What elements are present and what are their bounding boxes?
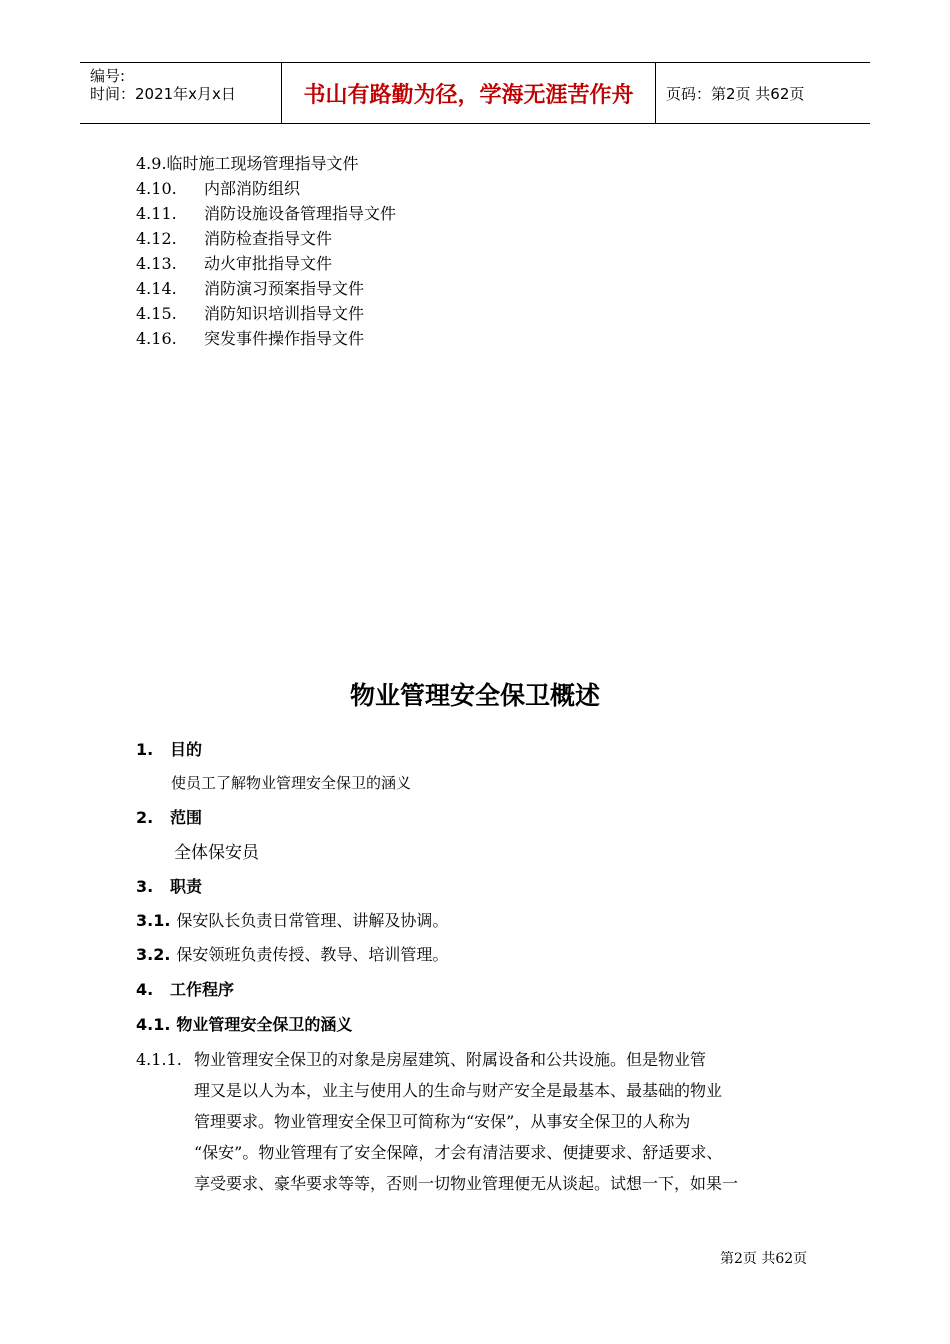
toc-item	[136, 251, 396, 276]
header-page-info: 页码：第2页 共62页	[666, 84, 805, 103]
toc-item-text: 突发事件操作指导文件	[204, 329, 365, 348]
section-procedure-heading	[136, 977, 234, 1000]
section-number: 3.	[136, 877, 154, 896]
section-number: 4.	[136, 980, 154, 999]
toc-item-text: 临时施工现场管理指导文件	[166, 154, 359, 173]
paragraph-line: 管理要求。物业管理安全保卫可简称为“安保”，从事安全保卫的人称为	[194, 1112, 691, 1131]
subsection-title: 物业管理安全保卫的涵义	[176, 1015, 353, 1034]
header-motto: 书山有路勤为径，学海无涯苦作舟	[282, 63, 656, 123]
header-number-label: 编号:	[90, 67, 126, 85]
toc-item	[136, 226, 396, 251]
header-time-label: 时间：2021年x月x日	[90, 85, 236, 103]
paragraph-line: 理又是以人为本，业主与使用人的生命与财产安全是最基本、最基础的物业	[194, 1081, 723, 1100]
section-title: 目的	[170, 740, 203, 759]
toc-item-text: 动火审批指导文件	[204, 254, 333, 273]
page-footer: 第2页 共62页	[720, 1251, 808, 1267]
toc-item-number: 4.15.	[136, 304, 177, 323]
section-number: 1.	[136, 740, 154, 759]
document-title: 物业管理安全保卫概述	[349, 681, 600, 710]
section-duties-heading	[136, 874, 202, 897]
toc-list	[136, 151, 396, 351]
section-scope-heading	[136, 805, 202, 828]
duty-item	[136, 942, 448, 965]
toc-item-text: 消防演习预案指导文件	[204, 279, 365, 298]
paragraph-number: 4.1.1.	[136, 1050, 182, 1069]
page-header	[80, 62, 870, 124]
toc-item	[136, 176, 396, 201]
duty-number: 3.2.	[136, 945, 171, 964]
toc-item	[136, 326, 396, 351]
section-scope-text: 全体保安员	[174, 843, 259, 863]
header-meta	[80, 63, 282, 123]
paragraph-line: “保安”。物业管理有了安全保障，才会有清洁要求、便捷要求、舒适要求、	[194, 1143, 723, 1162]
duty-item	[136, 908, 448, 931]
paragraph-4-1-1	[136, 1044, 826, 1199]
paragraph-line	[136, 1044, 826, 1075]
section-title: 工作程序	[170, 980, 235, 999]
toc-item-number: 4.13.	[136, 254, 177, 273]
subsection-number: 4.1.	[136, 1015, 171, 1034]
toc-item-number: 4.12.	[136, 229, 177, 248]
toc-item-text: 消防知识培训指导文件	[204, 304, 365, 323]
toc-item	[136, 301, 396, 326]
toc-item	[136, 201, 396, 226]
toc-item-number: 4.9.	[136, 154, 167, 173]
paragraph-line: 享受要求、豪华要求等等，否则一切物业管理便无从谈起。试想一下，如果一	[194, 1174, 739, 1193]
duty-text: 保安领班负责传授、教导、培训管理。	[176, 945, 449, 964]
section-title: 范围	[170, 808, 203, 827]
toc-item-number: 4.11.	[136, 204, 177, 223]
toc-item	[136, 276, 396, 301]
paragraph-line-text: 物业管理安全保卫的对象是房屋建筑、附属设备和公共设施。但是物业管	[194, 1050, 707, 1069]
duty-text: 保安队长负责日常管理、讲解及协调。	[176, 911, 449, 930]
toc-item-number: 4.10.	[136, 179, 177, 198]
toc-item	[136, 151, 396, 176]
subsection-heading	[136, 1012, 352, 1035]
section-purpose-text: 使员工了解物业管理安全保卫的涵义	[171, 774, 412, 792]
toc-item-text: 内部消防组织	[204, 179, 301, 198]
duty-number: 3.1.	[136, 911, 171, 930]
toc-item-number: 4.16.	[136, 329, 177, 348]
toc-item-text: 消防检查指导文件	[204, 229, 333, 248]
section-purpose-heading	[136, 737, 202, 760]
section-title: 职责	[170, 877, 203, 896]
section-number: 2.	[136, 808, 154, 827]
toc-item-text: 消防设施设备管理指导文件	[204, 204, 397, 223]
toc-item-number: 4.14.	[136, 279, 177, 298]
